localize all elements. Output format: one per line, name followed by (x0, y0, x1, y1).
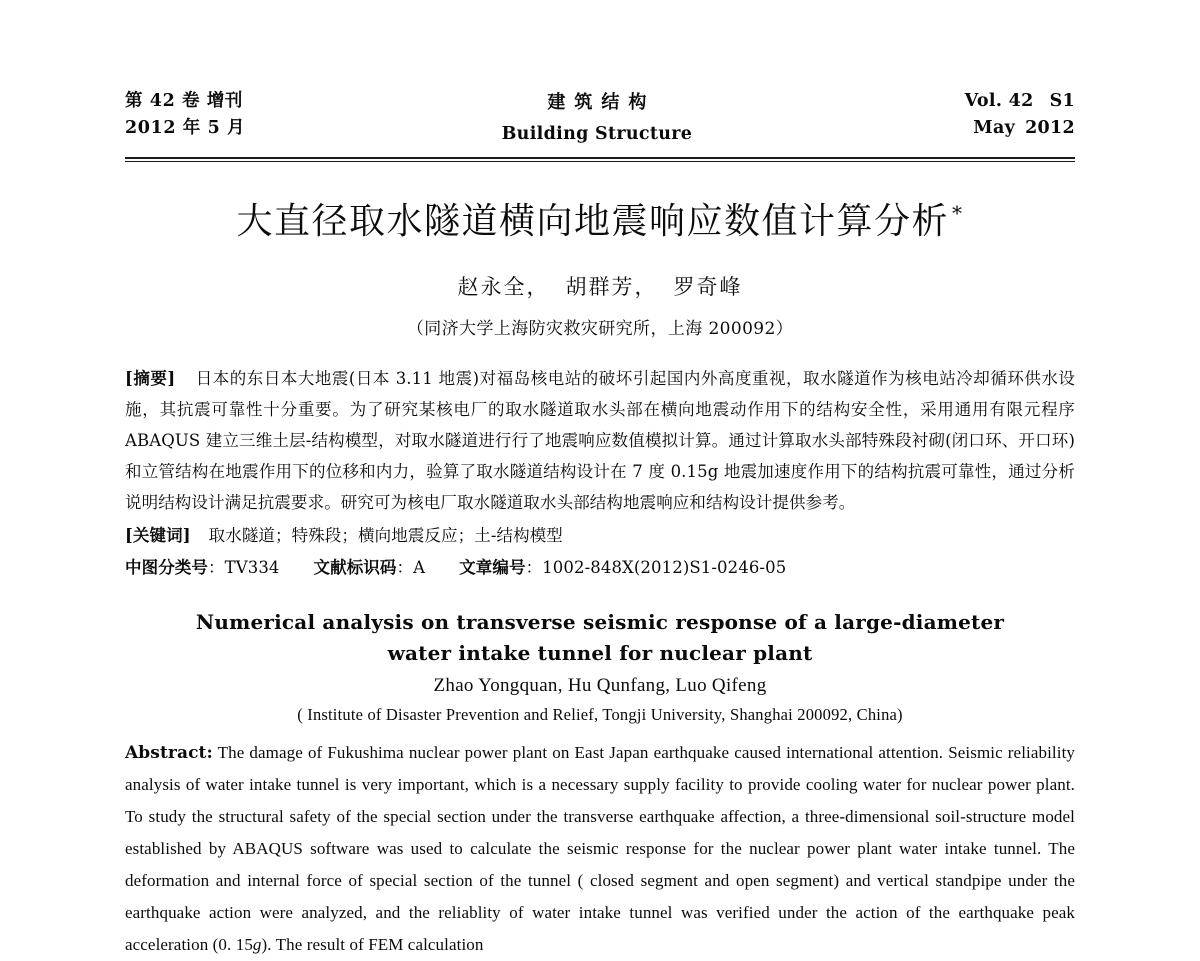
keywords-cn (125, 520, 1075, 551)
author-list-en: Zhao Yongquan, Hu Qunfang, Luo Qifeng (433, 675, 767, 697)
abstract-en-text-part1: The damage of Fukushima nuclear power plant on East Japan earthquake caused international attention. Seismic reliability analysis of water intake tunnel is very important, which is a necessary supply facility to provide cooling water for nuclear power plant. To study the structural safety of the special section under the transverse earthquake affection, a three-dimensional soil-structure model established by ABAQUS software was used to calculate the seismic response for the nuclear power plant water intake tunnel. The deformation and internal force of special section of the tunnel ( closed segment and open segment) and vertical standpipe under the earthquake action were analyzed, and the reliablity of water intake tunnel was verified under the action of the earthquake peak acceleration (0. 15 (125, 743, 1075, 955)
keywords-cn-label: [关键词] (125, 526, 191, 546)
abstract-en-text-part2: ). The result of FEM calculation (261, 935, 484, 955)
article-title-en (125, 607, 1075, 669)
article-id-value: 1002-848X(2012)S1-0246-05 (542, 558, 787, 578)
volume-issue-cn: 第 42 卷 增刊 (125, 91, 244, 111)
volume-issue-en (949, 88, 1075, 115)
publication-date-en (949, 115, 1075, 142)
abstract-en (125, 737, 1075, 961)
abstract-cn-block (125, 363, 1075, 583)
article-title-cn: 大直径取水隧道横向地震响应数值计算分析 (236, 201, 949, 243)
document-code-label: 文献标识码 (313, 558, 397, 578)
affiliation-en: ( Institute of Disaster Prevention and Relief, Tongji University, Shanghai 200092, China) (297, 705, 903, 725)
abstract-cn-label: [摘要] (125, 369, 176, 389)
clc-label: 中图分类号 (125, 558, 208, 578)
issue-label-en: S1 (1049, 91, 1075, 111)
clc-value: TV334 (224, 558, 280, 578)
volume-label-en: Vol. 42 (964, 91, 1034, 111)
publication-date-cn: 2012 年 5 月 (125, 118, 246, 139)
document-code-value: A (413, 558, 426, 578)
keywords-cn-text: 取水隧道；特殊段；横向地震反应；土-结构模型 (208, 526, 563, 546)
article-metadata-cn: 中图分类号：TV334 文献标识码：A 文章编号：1002-848X(2012)S1-0246-05 (125, 558, 787, 578)
article-title-en-line2: water intake tunnel for nuclear plant (387, 641, 813, 666)
year-label-en: 2012 (1025, 118, 1075, 139)
author-name-cn: 赵永全 (457, 275, 527, 300)
masthead (125, 0, 1075, 148)
header-divider (125, 157, 1075, 162)
abstract-en-label: Abstract: (125, 743, 213, 764)
title-footnote-marker: * (952, 201, 964, 226)
masthead-center (502, 88, 693, 148)
article-title-en-line1: Numerical analysis on transverse seismic response of a large-diameter (195, 610, 1005, 635)
month-label-en: May (973, 118, 1016, 139)
divider-rule-thick (125, 157, 1075, 159)
author-name-cn: 罗奇峰 (673, 275, 743, 300)
divider-rule-thin (125, 161, 1075, 162)
masthead-left (125, 88, 245, 142)
page-title (125, 200, 1075, 243)
abstract-cn-text: 日本的东日本大地震(日本 3.11 地震)对福岛核电站的破坏引起国内外高度重视，取水隧道作为核电站冷却循环供水设施，其抗震可靠性十分重要。为了研究某核电厂的取水隧道取水头部在横向地震动作用下的结构安全性，采用通用有限元程序 ABAQUS 建立三维土层-结构模型，对取水隧道进行行了地震响应数值模拟计算。通过计算取水头部特殊段衬砌(闭口环、开口环)和立管结构在地震作用下的位移和内力，验算了取水隧道结构设计在 7 度 0.15g 地震加速度作用下的结构抗震可靠性，通过分析说明结构设计满足抗震要求。研究可为核电厂取水隧道取水头部结构地震响应和结构设计提供参考。 (125, 369, 1076, 513)
article-id-label: 文章编号 (459, 558, 526, 578)
affiliation-cn: （同济大学上海防灾救灾研究所，上海 200092） (406, 319, 794, 340)
masthead-right (949, 88, 1075, 142)
author-list-cn: 赵永全， 胡群芳， 罗奇峰 (457, 275, 743, 300)
author-name-cn: 胡群芳 (565, 275, 635, 300)
journal-title-cn: 建筑结构 (547, 92, 656, 113)
abstract-cn (125, 363, 1075, 518)
journal-title-en: Building Structure (501, 123, 693, 144)
abstract-en-italic-g: g (252, 935, 262, 955)
